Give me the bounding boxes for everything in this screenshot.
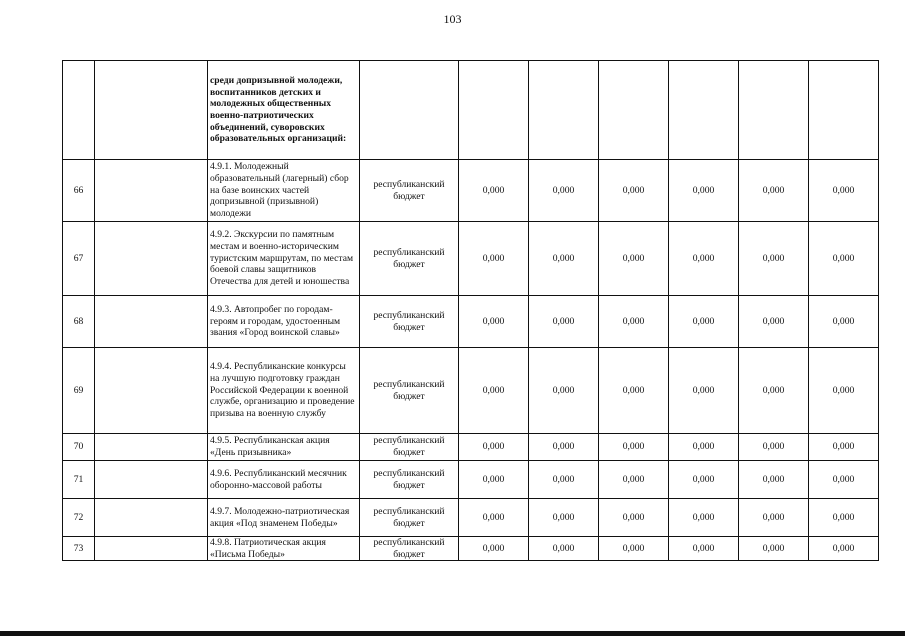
table-row — [63, 537, 879, 561]
row-value: 0,000 — [809, 348, 879, 434]
funding-source: республиканский бюджет — [360, 348, 459, 434]
row-value: 0,000 — [459, 499, 529, 537]
row-value: 0,000 — [809, 537, 879, 561]
row-value: 0,000 — [669, 434, 739, 461]
cell-value — [739, 61, 809, 160]
row-name: 4.9.6. Республиканский месячник оборонно-массовой работы — [208, 461, 360, 499]
cell-executor — [95, 61, 208, 160]
row-value: 0,000 — [529, 537, 599, 561]
row-value: 0,000 — [459, 160, 529, 222]
row-value: 0,000 — [669, 222, 739, 296]
row-name: 4.9.5. Республиканская акция «День призывника» — [208, 434, 360, 461]
cell-executor — [95, 296, 208, 348]
cell-executor — [95, 160, 208, 222]
row-number: 69 — [63, 348, 95, 434]
row-value: 0,000 — [529, 434, 599, 461]
row-value: 0,000 — [809, 296, 879, 348]
row-value: 0,000 — [459, 348, 529, 434]
funding-source: республиканский бюджет — [360, 537, 459, 561]
cell-executor — [95, 499, 208, 537]
row-number: 70 — [63, 434, 95, 461]
row-value: 0,000 — [599, 222, 669, 296]
table-row — [63, 348, 879, 434]
row-value: 0,000 — [809, 160, 879, 222]
row-value: 0,000 — [599, 537, 669, 561]
row-value: 0,000 — [739, 434, 809, 461]
cell-executor — [95, 537, 208, 561]
row-value: 0,000 — [599, 296, 669, 348]
funding-source: республиканский бюджет — [360, 434, 459, 461]
cell-value — [599, 61, 669, 160]
row-name: 4.9.1. Молодежный образовательный (лагерный) сбор на базе воинских частей допризывной (призывной) молодежи — [208, 160, 360, 222]
row-name: 4.9.4. Республиканские конкурсы на лучшую подготовку граждан Российской Федерации к военной службе, организацию и проведение призыва на военную службу — [208, 348, 360, 434]
row-value: 0,000 — [529, 499, 599, 537]
funding-source: республиканский бюджет — [360, 222, 459, 296]
bottom-border-line — [0, 631, 905, 636]
cell-source — [360, 61, 459, 160]
cell-executor — [95, 461, 208, 499]
row-value: 0,000 — [459, 296, 529, 348]
table-row-intro — [63, 61, 879, 160]
row-value: 0,000 — [669, 348, 739, 434]
row-number: 67 — [63, 222, 95, 296]
cell-value — [669, 61, 739, 160]
row-value: 0,000 — [459, 222, 529, 296]
budget-table — [62, 60, 879, 561]
row-number: 68 — [63, 296, 95, 348]
row-value: 0,000 — [809, 222, 879, 296]
row-name: 4.9.3. Автопробег по городам-героям и городам, удостоенным звания «Город воинской славы» — [208, 296, 360, 348]
row-name: 4.9.2. Экскурсии по памятным местам и военно-историческим туристским маршрутам, по местам боевой славы защитников Отечества для детей и юношества — [208, 222, 360, 296]
row-value: 0,000 — [669, 499, 739, 537]
funding-source: республиканский бюджет — [360, 160, 459, 222]
row-value: 0,000 — [739, 160, 809, 222]
row-value: 0,000 — [739, 537, 809, 561]
row-name: 4.9.7. Молодежно-патриотическая акция «Под знаменем Победы» — [208, 499, 360, 537]
row-value: 0,000 — [669, 537, 739, 561]
row-value: 0,000 — [739, 499, 809, 537]
funding-source: республиканский бюджет — [360, 296, 459, 348]
row-value: 0,000 — [739, 296, 809, 348]
row-value: 0,000 — [529, 222, 599, 296]
row-value: 0,000 — [739, 461, 809, 499]
row-value: 0,000 — [739, 222, 809, 296]
table-row — [63, 160, 879, 222]
row-value: 0,000 — [599, 499, 669, 537]
row-value: 0,000 — [669, 296, 739, 348]
funding-source: республиканский бюджет — [360, 499, 459, 537]
cell-executor — [95, 348, 208, 434]
row-value: 0,000 — [599, 434, 669, 461]
table-row — [63, 461, 879, 499]
row-value: 0,000 — [529, 160, 599, 222]
table-row — [63, 434, 879, 461]
row-value: 0,000 — [809, 434, 879, 461]
row-value: 0,000 — [599, 348, 669, 434]
row-value: 0,000 — [809, 461, 879, 499]
row-value: 0,000 — [599, 461, 669, 499]
row-value: 0,000 — [669, 461, 739, 499]
row-value: 0,000 — [599, 160, 669, 222]
row-value: 0,000 — [669, 160, 739, 222]
table-row — [63, 499, 879, 537]
row-value: 0,000 — [809, 499, 879, 537]
cell-executor — [95, 434, 208, 461]
row-name: 4.9.8. Патриотическая акция «Письма Победы» — [208, 537, 360, 561]
cell-value — [809, 61, 879, 160]
row-value: 0,000 — [529, 461, 599, 499]
row-number: 72 — [63, 499, 95, 537]
row-value: 0,000 — [459, 461, 529, 499]
table-row — [63, 296, 879, 348]
page-number: 103 — [443, 12, 462, 26]
row-value: 0,000 — [529, 296, 599, 348]
row-value: 0,000 — [459, 434, 529, 461]
cell-num — [63, 61, 95, 160]
row-value: 0,000 — [459, 537, 529, 561]
funding-source: республиканский бюджет — [360, 461, 459, 499]
row-value: 0,000 — [529, 348, 599, 434]
row-value: 0,000 — [739, 348, 809, 434]
table-row — [63, 222, 879, 296]
cell-executor — [95, 222, 208, 296]
cell-value — [529, 61, 599, 160]
row-number: 66 — [63, 160, 95, 222]
cell-name: среди допризывной молодежи, воспитанников детских и молодежных общественных военно-патриотических объединений, суворовских образовательных организаций: — [208, 61, 360, 160]
row-number: 71 — [63, 461, 95, 499]
row-number: 73 — [63, 537, 95, 561]
cell-value — [459, 61, 529, 160]
